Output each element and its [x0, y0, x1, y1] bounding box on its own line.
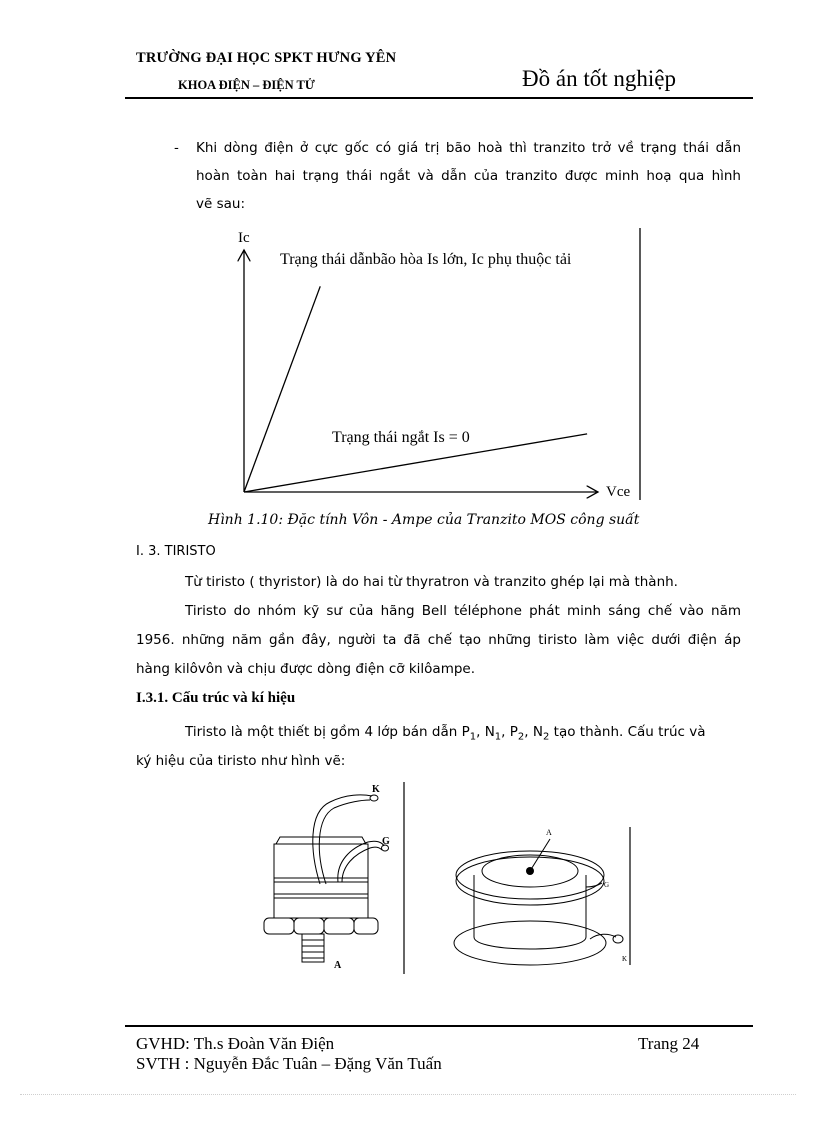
section-para-1: Từ tiristo ( thyristor) là do hai từ thyratron và tranzito ghép lại mà thành.: [185, 574, 678, 590]
faculty-name: KHOA ĐIỆN – ĐIỆN TỬ: [178, 78, 315, 92]
layers-text-end: tạo thành. Cấu trúc và: [549, 724, 706, 740]
bullet-line-3: vẽ sau:: [196, 196, 245, 212]
saturation-line: [244, 286, 320, 492]
x-axis-label: Vce: [606, 484, 631, 500]
section-heading: I. 3. TIRISTO: [136, 544, 216, 559]
saturation-annotation: Trạng thái dẫnbão hòa Is lớn, Ic phụ thuộc tải: [280, 251, 572, 268]
sub-2b: 2: [543, 731, 550, 743]
bullet-dash: -: [174, 140, 179, 156]
layers-text: Tiristo là một thiết bị gồm 4 lớp bán dẫn P: [185, 724, 470, 740]
sep-2: ,: [501, 724, 510, 740]
sep-1: ,: [476, 724, 485, 740]
section-para-2-line-1: Tiristo do nhóm kỹ sư của hãng Bell téléphone phát minh sáng chế vào năm: [185, 603, 741, 619]
top-label-k: K: [622, 955, 628, 963]
footer-rule: [125, 1025, 753, 1027]
n-letter-1: N: [484, 724, 495, 740]
bullet-line-2: hoàn toàn hai trạng thái ngắt và dẫn của tranzito được minh hoạ qua hình: [196, 168, 741, 184]
sep-3: ,: [524, 724, 533, 740]
section-para-2-line-2: 1956. những năm gần đây, người ta đã chế tạo những tiristo làm việc dưới điện áp: [136, 632, 741, 648]
page-bottom-dots: [20, 1094, 796, 1095]
n-letter-2: N: [532, 724, 543, 740]
y-axis-label: Ic: [238, 230, 250, 246]
subsection-para-line-2: ký hiệu của tiristo như hình vẽ:: [136, 753, 346, 769]
thyristor-side-view: [258, 782, 408, 982]
school-name: TRƯỜNG ĐẠI HỌC SPKT HƯNG YÊN: [136, 50, 397, 66]
bullet-line-1: Khi dòng điện ở cực gốc có giá trị bão hoà thì tranzito trở về trạng thái dẫn: [196, 140, 741, 156]
sub-1b: 1: [494, 731, 502, 743]
header-rule: [125, 97, 753, 99]
top-label-a: A: [546, 828, 552, 837]
anode-dot: [526, 867, 534, 875]
footer-students: SVTH : Nguyễn Đắc Tuân – Đặng Văn Tuấn: [136, 1054, 442, 1073]
p-letter-2: P: [509, 724, 518, 740]
cutoff-annotation: Trạng thái ngắt Is = 0: [332, 429, 470, 446]
top-label-g: G: [604, 881, 610, 889]
thyristor-top-view: [440, 825, 640, 975]
sub-2a: 2: [517, 731, 525, 743]
footer-page-number: Trang 24: [638, 1034, 700, 1053]
vi-characteristic-chart: [230, 222, 650, 512]
sub-1a: 1: [469, 731, 477, 743]
side-label-k: K: [372, 784, 380, 795]
footer-advisor: GVHD: Th.s Đoàn Văn Điện: [136, 1034, 335, 1053]
subsection-heading: I.3.1. Cấu trúc và kí hiệu: [136, 690, 296, 706]
figure-1-caption: Hình 1.10: Đặc tính Vôn - Ampe của Tranzito MOS công suất: [208, 512, 640, 528]
side-label-g: G: [382, 836, 390, 847]
section-para-2-line-3: hàng kilôvôn và chịu được dòng điện cỡ kilôampe.: [136, 661, 476, 677]
side-label-a: A: [334, 960, 342, 971]
document-title: Đồ án tốt nghiệp: [522, 66, 676, 91]
